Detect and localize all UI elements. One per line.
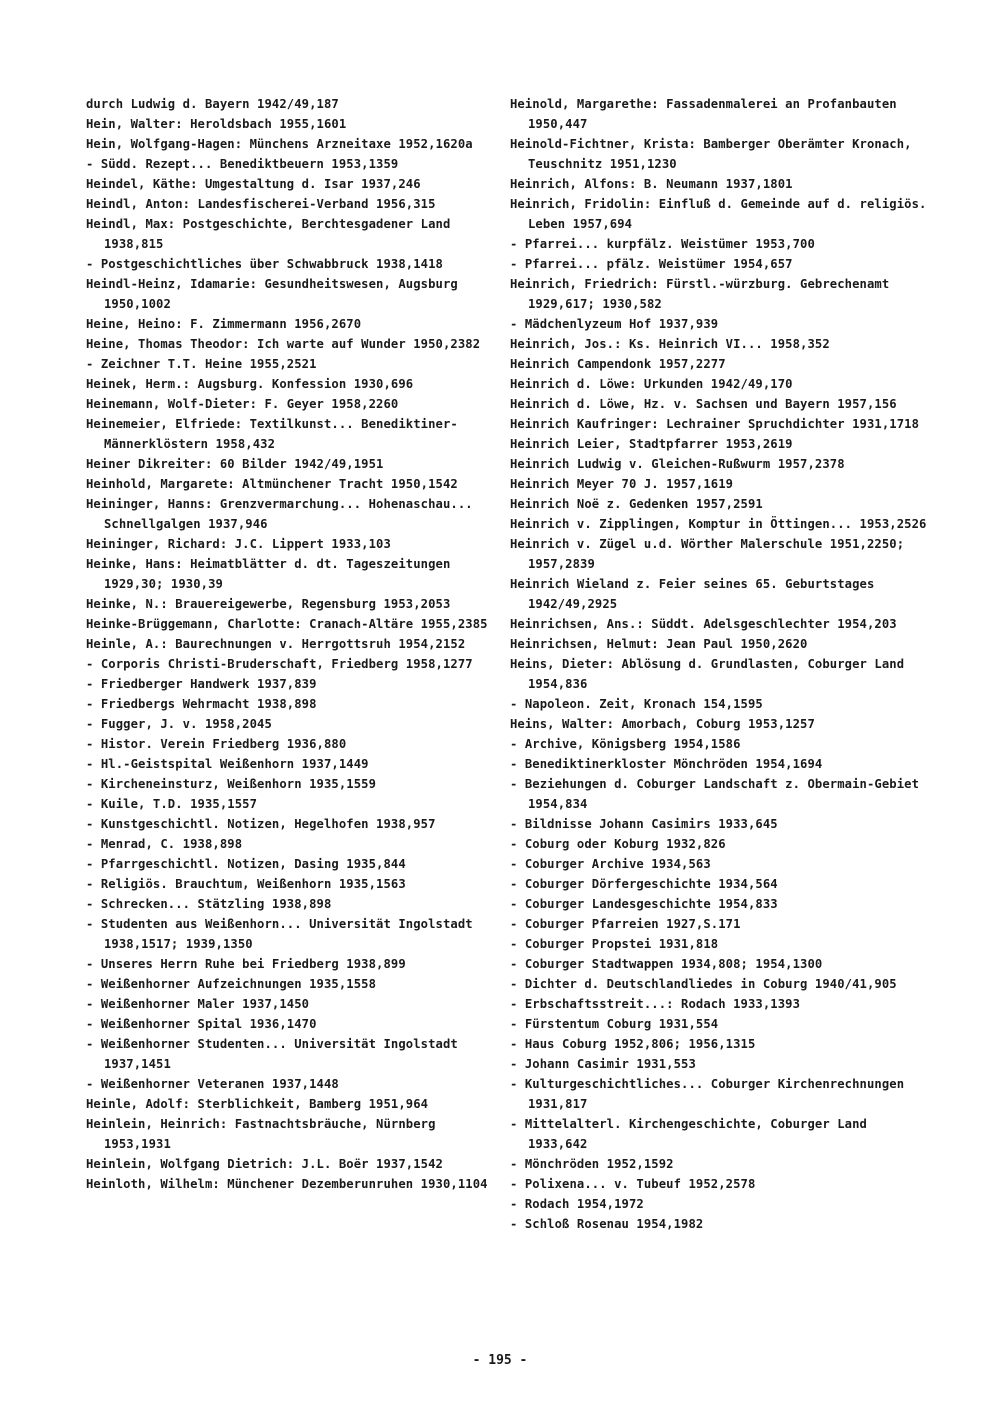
index-entry: Heinlein, Heinrich: Fastnachtsbräuche, Nürnberg 1953,1931 (86, 1117, 436, 1151)
index-entry: Heinle, Adolf: Sterblichkeit, Bamberg 1951,964 (86, 1097, 429, 1111)
index-entry: - Schrecken... Stätzling 1938,898 (86, 897, 332, 911)
index-entry: Heine, Thomas Theodor: Ich warte auf Wunder 1950,2382 (86, 337, 481, 351)
index-entry: - Coburger Dörfergeschichte 1934,564 (510, 877, 778, 891)
index-entry: Heinke, N.: Brauereigewerbe, Regensburg 1953,2053 (86, 597, 451, 611)
index-entry: Heinlein, Wolfgang Dietrich: J.L. Boër 1937,1542 (86, 1157, 443, 1171)
index-entry: Heindl, Max: Postgeschichte, Berchtesgadener Land 1938,815 (86, 217, 451, 251)
index-entry: - Coburg oder Koburg 1932,826 (510, 837, 726, 851)
index-entry: Heininger, Hanns: Grenzvermarchung... Hohenaschau... Schnellgalgen 1937,946 (86, 497, 473, 531)
index-entry: - Corporis Christi-Bruderschaft, Friedberg 1958,1277 (86, 657, 473, 671)
index-entry: - Coburger Archive 1934,563 (510, 857, 711, 871)
index-entry: Hein, Walter: Heroldsbach 1955,1601 (86, 117, 347, 131)
index-entry: - Bildnisse Johann Casimirs 1933,645 (510, 817, 778, 831)
index-entry: - Weißenhorner Spital 1936,1470 (86, 1017, 317, 1031)
index-entry: - Rodach 1954,1972 (510, 1197, 644, 1211)
page-number: - 195 - (472, 1353, 528, 1368)
index-entry: - Weißenhorner Maler 1937,1450 (86, 997, 310, 1011)
index-entry: Heinrich Kaufringer: Lechrainer Spruchdichter 1931,1718 (510, 417, 920, 431)
index-entry: Heinrich Leier, Stadtpfarrer 1953,2619 (510, 437, 793, 451)
index-entry: Heinke, Hans: Heimatblätter d. dt. Tageszeitungen 1929,30; 1930,39 (86, 557, 451, 591)
index-entry: Heinrich, Jos.: Ks. Heinrich VI... 1958,352 (510, 337, 830, 351)
index-entry: Heinemann, Wolf-Dieter: F. Geyer 1958,2260 (86, 397, 399, 411)
index-entry: - Unseres Herrn Ruhe bei Friedberg 1938,899 (86, 957, 406, 971)
index-entry: - Pfarrei... pfälz. Weistümer 1954,657 (510, 257, 793, 271)
index-entry: - Pfarrgeschichtl. Notizen, Dasing 1935,844 (86, 857, 406, 871)
index-entry: - Kulturgeschichtliches... Coburger Kirchenrechnungen 1931,817 (510, 1077, 905, 1111)
index-entry: Heine, Heino: F. Zimmermann 1956,2670 (86, 317, 362, 331)
index-entry: - Südd. Rezept... Benediktbeuern 1953,1359 (86, 157, 399, 171)
index-entry: Heinrich v. Zipplingen, Komptur in Öttingen... 1953,2526 (510, 517, 927, 531)
index-entry: - Kircheneinsturz, Weißenhorn 1935,1559 (86, 777, 377, 791)
index-entry: Heinrich Meyer 70 J. 1957,1619 (510, 477, 734, 491)
index-entry: - Polixena... v. Tubeuf 1952,2578 (510, 1177, 756, 1191)
index-entry: Heinrich, Alfons: B. Neumann 1937,1801 (510, 177, 793, 191)
index-entry: Heinold, Margarethe: Fassadenmalerei an Profanbauten 1950,447 (510, 97, 897, 131)
index-entry: - Mädchenlyzeum Hof 1937,939 (510, 317, 719, 331)
index-entry: Heinloth, Wilhelm: Münchener Dezemberunruhen 1930,1104 (86, 1177, 488, 1191)
index-entry: - Fugger, J. v. 1958,2045 (86, 717, 272, 731)
index-entry: Heinold-Fichtner, Krista: Bamberger Oberämter Kronach, Teuschnitz 1951,1230 (510, 137, 912, 171)
index-entry: Heinrich Campendonk 1957,2277 (510, 357, 726, 371)
index-entry: durch Ludwig d. Bayern 1942/49,187 (86, 97, 339, 111)
index-entry: - Fürstentum Coburg 1931,554 (510, 1017, 719, 1031)
index-entry: Heinrich, Friedrich: Fürstl.-würzburg. Gebrechenamt 1929,617; 1930,582 (510, 277, 890, 311)
index-entry: Heindl-Heinz, Idamarie: Gesundheitswesen, Augsburg 1950,1002 (86, 277, 458, 311)
index-entry: - Mittelalterl. Kirchengeschichte, Coburger Land 1933,642 (510, 1117, 867, 1151)
index-entry: - Pfarrei... kurpfälz. Weistümer 1953,700 (510, 237, 815, 251)
index-entry: Heinrich Wieland z. Feier seines 65. Geburtstages 1942/49,2925 (510, 577, 875, 611)
index-entry: Heinrich d. Löwe, Hz. v. Sachsen und Bayern 1957,156 (510, 397, 897, 411)
index-entry: Heinrich d. Löwe: Urkunden 1942/49,170 (510, 377, 793, 391)
index-entry: - Histor. Verein Friedberg 1936,880 (86, 737, 347, 751)
index-entry: Heinrichsen, Helmut: Jean Paul 1950,2620 (510, 637, 808, 651)
index-entry: - Haus Coburg 1952,806; 1956,1315 (510, 1037, 756, 1051)
index-entry: - Hl.-Geistspital Weißenhorn 1937,1449 (86, 757, 369, 771)
index-entry: - Friedberger Handwerk 1937,839 (86, 677, 317, 691)
index-entry: Heinemeier, Elfriede: Textilkunst... Benediktiner-Männerklöstern 1958,432 (86, 417, 458, 451)
index-entry: - Studenten aus Weißenhorn... Universität Ingolstadt 1938,1517; 1939,1350 (86, 917, 473, 951)
index-entry: - Mönchröden 1952,1592 (510, 1157, 674, 1171)
index-entry: Heinke-Brüggemann, Charlotte: Cranach-Altäre 1955,2385 (86, 617, 488, 631)
index-entry: - Menrad, C. 1938,898 (86, 837, 243, 851)
index-entry: - Kuile, T.D. 1935,1557 (86, 797, 258, 811)
index-entry: - Coburger Propstei 1931,818 (510, 937, 719, 951)
index-entry: Heiner Dikreiter: 60 Bilder 1942/49,1951 (86, 457, 384, 471)
index-entry: - Schloß Rosenau 1954,1982 (510, 1217, 704, 1231)
index-entry: - Erbschaftsstreit...: Rodach 1933,1393 (510, 997, 801, 1011)
index-entry: - Benediktinerkloster Mönchröden 1954,1694 (510, 757, 823, 771)
index-entry: - Coburger Pfarreien 1927,S.171 (510, 917, 741, 931)
index-entry: - Coburger Landesgeschichte 1954,833 (510, 897, 778, 911)
index-entry: - Weißenhorner Studenten... Universität Ingolstadt 1937,1451 (86, 1037, 458, 1071)
index-entry: - Weißenhorner Aufzeichnungen 1935,1558 (86, 977, 377, 991)
index-entry: Heinrich Ludwig v. Gleichen-Rußwurm 1957,2378 (510, 457, 845, 471)
index-entry: Heins, Walter: Amorbach, Coburg 1953,1257 (510, 717, 815, 731)
index-entry: Heininger, Richard: J.C. Lippert 1933,103 (86, 537, 391, 551)
index-entry: - Postgeschichtliches über Schwabbruck 1938,1418 (86, 257, 443, 271)
index-entry: - Zeichner T.T. Heine 1955,2521 (86, 357, 317, 371)
index-entry: - Weißenhorner Veteranen 1937,1448 (86, 1077, 339, 1091)
index-entry: Heinle, A.: Baurechnungen v. Herrgottsruh 1954,2152 (86, 637, 466, 651)
index-entry: - Friedbergs Wehrmacht 1938,898 (86, 697, 317, 711)
index-entry: Heinrichsen, Ans.: Süddt. Adelsgeschlechter 1954,203 (510, 617, 897, 631)
index-entry: Heinrich v. Zügel u.d. Wörther Malerschule 1951,2250; 1957,2839 (510, 537, 905, 571)
index-entry: Heinhold, Margarete: Altmünchener Tracht 1950,1542 (86, 477, 458, 491)
index-entry: - Archive, Königsberg 1954,1586 (510, 737, 741, 751)
index-entry: - Dichter d. Deutschlandliedes in Coburg 1940/41,905 (510, 977, 897, 991)
index-entry: - Religiös. Brauchtum, Weißenhorn 1935,1563 (86, 877, 406, 891)
index-entry: Heins, Dieter: Ablösung d. Grundlasten, Coburger Land 1954,836 (510, 657, 905, 691)
index-entry: Heinek, Herm.: Augsburg. Konfession 1930,696 (86, 377, 414, 391)
index-column-right (510, 94, 930, 1234)
index-entry: Heinrich, Fridolin: Einfluß d. Gemeinde auf d. religiös. Leben 1957,694 (510, 197, 927, 231)
index-entry: Heindl, Anton: Landesfischerei-Verband 1956,315 (86, 197, 436, 211)
index-entry: Heinrich Noë z. Gedenken 1957,2591 (510, 497, 763, 511)
index-entry: Heindel, Käthe: Umgestaltung d. Isar 1937,246 (86, 177, 421, 191)
index-entry: - Beziehungen d. Coburger Landschaft z. Obermain-Gebiet 1954,834 (510, 777, 920, 811)
index-entry: - Kunstgeschichtl. Notizen, Hegelhofen 1938,957 (86, 817, 436, 831)
index-entry: Hein, Wolfgang-Hagen: Münchens Arzneitaxe 1952,1620a (86, 137, 473, 151)
index-entry: - Johann Casimir 1931,553 (510, 1057, 696, 1071)
index-entry: - Coburger Stadtwappen 1934,808; 1954,1300 (510, 957, 823, 971)
index-entry: - Napoleon. Zeit, Kronach 154,1595 (510, 697, 763, 711)
index-column-left (86, 94, 506, 1194)
